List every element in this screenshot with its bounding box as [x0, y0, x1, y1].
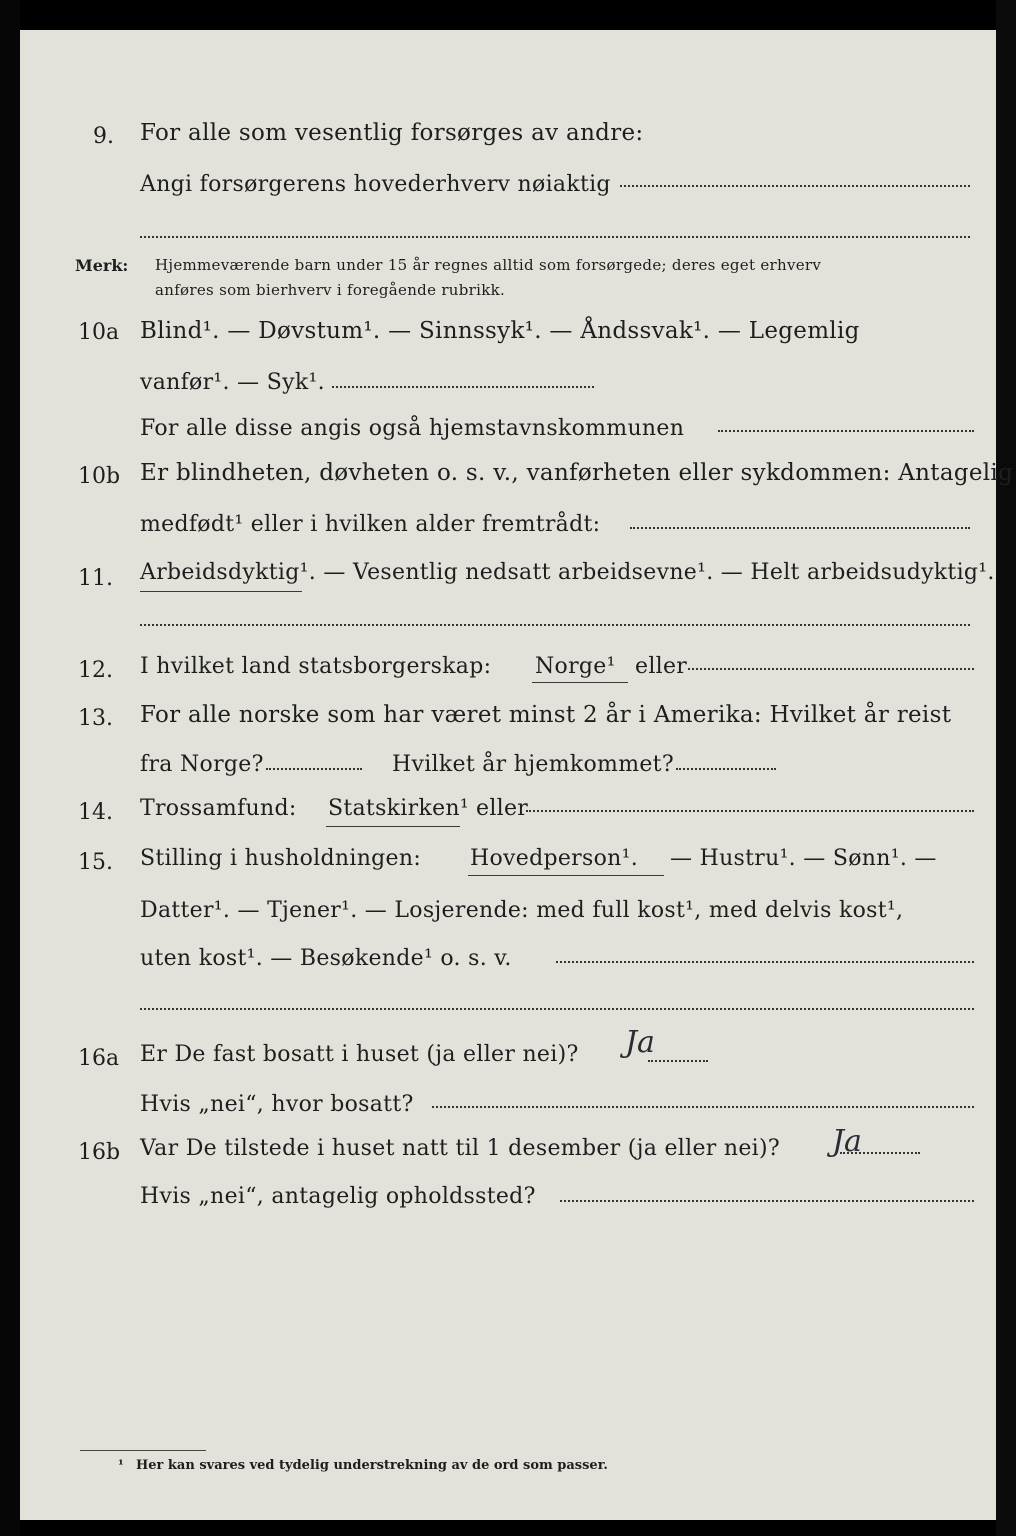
q14-underline-statskirken — [326, 826, 460, 827]
q13-right-answer-line[interactable] — [676, 768, 776, 770]
merk-line1: Hjemmeværende barn under 15 år regnes alltid som forsørgede; deres eget erhverv — [155, 256, 822, 274]
q10a-number: 10a — [78, 320, 120, 345]
q13-left-answer-line[interactable] — [266, 768, 362, 770]
q14-answer-line[interactable] — [526, 810, 974, 812]
q14-option-statskirken: Statskirken¹ — [328, 796, 469, 821]
q11-line1: Arbeidsdyktig¹. — Vesentlig nedsatt arbeidsevne¹. — Helt arbeidsudyktig¹. — [140, 560, 995, 585]
q10a-line1: Blind¹. — Døvstum¹. — Sinnssyk¹. — Åndssvak¹. — Legemlig — [140, 318, 860, 344]
scan-border-left — [0, 0, 20, 1536]
q10b-line1: Er blindheten, døvheten o. s. v., vanførheten eller sykdommen: Antagelig — [140, 460, 1014, 486]
q10b-answer-line[interactable] — [630, 527, 970, 529]
q9-answer-line[interactable] — [620, 185, 970, 187]
q16b-number: 16b — [78, 1140, 121, 1165]
q15-line3: uten kost¹. — Besøkende¹ o. s. v. — [140, 946, 512, 971]
q13-number: 13. — [78, 706, 113, 731]
q10a-line2: vanfør¹. — Syk¹. — [140, 370, 325, 395]
q15-answer-line-2[interactable] — [140, 1008, 974, 1010]
scan-border-right — [996, 0, 1016, 1536]
q12-prefix: I hvilket land statsborgerskap: — [140, 654, 492, 679]
q12-option-norge: Norge¹ — [535, 654, 616, 679]
q10a-home-answer-line[interactable] — [718, 430, 974, 432]
merk-line2: anføres som bierhverv i foregående rubrikk. — [155, 281, 506, 299]
q16a-line2: Hvis „nei“, hvor bosatt? — [140, 1092, 414, 1117]
q10b-number: 10b — [78, 464, 121, 489]
q12-underline-norge — [532, 682, 628, 683]
q12-answer-line[interactable] — [688, 668, 974, 670]
q15-number: 15. — [78, 850, 113, 875]
q10b-line2: medfødt¹ eller i hvilken alder fremtrådt: — [140, 512, 601, 537]
q9-answer-line-2[interactable] — [140, 236, 970, 238]
q16b-handwritten-answer: Ja — [832, 1124, 862, 1159]
q11-answer-line[interactable] — [140, 624, 970, 626]
q15-option-hovedperson: Hovedperson¹. — [470, 846, 638, 871]
q15-underline-hovedperson — [468, 875, 664, 876]
q15-answer-line[interactable] — [556, 961, 974, 963]
footnote-rule — [80, 1450, 206, 1451]
q14-number: 14. — [78, 800, 113, 825]
q16b-answer-line[interactable] — [840, 1152, 920, 1154]
q13-line2b: Hvilket år hjemkommet? — [392, 752, 674, 777]
q14-suffix: eller — [476, 796, 529, 821]
q13-line1: For alle norske som har været minst 2 år i Amerika: Hvilket år reist — [140, 702, 952, 728]
q15-rest1: — Hustru¹. — Sønn¹. — — [670, 846, 937, 871]
q9-line2: Angi forsørgerens hovederhverv nøiaktig — [140, 172, 611, 197]
q9-number: 9. — [93, 124, 114, 149]
q9-line1: For alle som vesentlig forsørges av andre: — [140, 120, 644, 146]
q16b-line2: Hvis „nei“, antagelig opholdssted? — [140, 1184, 536, 1209]
q11-number: 11. — [78, 566, 113, 591]
q16b-line1: Var De tilstede i huset natt til 1 desember (ja eller nei)? — [140, 1136, 780, 1161]
q16a-handwritten-answer: Ja — [625, 1025, 655, 1060]
merk-label: Merk: — [75, 256, 129, 275]
footnote-marker: ¹ — [118, 1458, 124, 1473]
q15-line2: Datter¹. — Tjener¹. — Losjerende: med full kost¹, med delvis kost¹, — [140, 898, 904, 923]
q16b-opholdssted-answer-line[interactable] — [560, 1200, 974, 1202]
q13-line2a: fra Norge? — [140, 752, 264, 777]
footnote-text: Her kan svares ved tydelig understrekning av de ord som passer. — [136, 1458, 608, 1473]
q10a-line3: For alle disse angis også hjemstavnskommunen — [140, 416, 685, 441]
q16a-bosatt-answer-line[interactable] — [432, 1106, 974, 1108]
q11-underline-arbeidsdyktig — [140, 591, 302, 592]
q16a-number: 16a — [78, 1046, 120, 1071]
q12-number: 12. — [78, 658, 113, 683]
q14-prefix: Trossamfund: — [140, 796, 297, 821]
q16a-line1: Er De fast bosatt i huset (ja eller nei)? — [140, 1042, 579, 1067]
q15-prefix: Stilling i husholdningen: — [140, 846, 422, 871]
census-form-page — [20, 30, 1014, 1520]
q10a-answer-line[interactable] — [332, 386, 594, 388]
q16a-answer-line[interactable] — [648, 1060, 708, 1062]
q12-suffix: eller — [635, 654, 688, 679]
